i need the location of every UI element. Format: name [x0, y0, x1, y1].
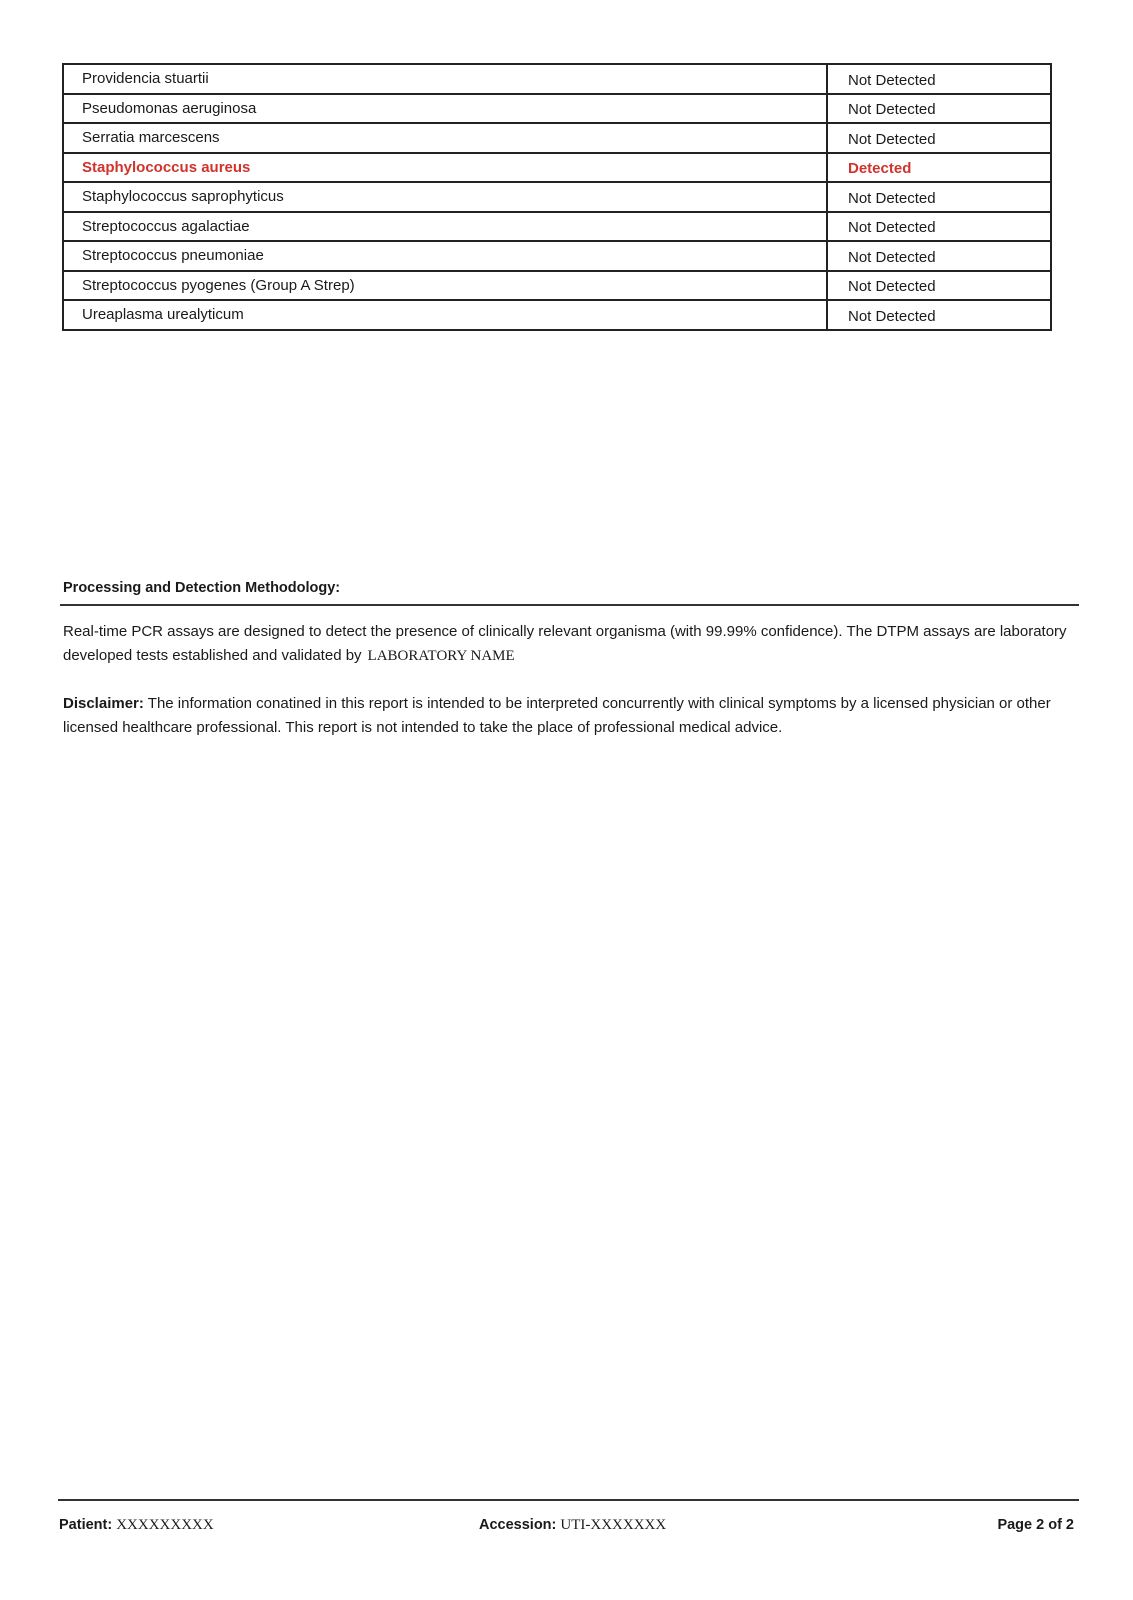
table-row	[63, 241, 1051, 271]
methodology-body: Real-time PCR assays are designed to detect the presence of clinically relevant organisma (with 99.99% confidence). The DTPM assays are laboratory developed tests established and validated by	[63, 623, 1067, 664]
table-row	[63, 182, 1051, 212]
result-value: Not Detected	[827, 94, 1051, 124]
organism-name: Providencia stuartii	[63, 64, 827, 94]
methodology-divider	[60, 604, 1079, 606]
table-row	[63, 64, 1051, 94]
result-value-detected: Detected	[827, 153, 1051, 183]
organism-name: Streptococcus agalactiae	[63, 212, 827, 242]
table-row	[63, 271, 1051, 301]
result-value: Not Detected	[827, 182, 1051, 212]
page-number: Page 2 of 2	[997, 1517, 1074, 1533]
result-value: Not Detected	[827, 64, 1051, 94]
table-row	[63, 212, 1051, 242]
footer-divider	[58, 1499, 1079, 1501]
result-value: Not Detected	[827, 212, 1051, 242]
laboratory-name: LABORATORY NAME	[367, 648, 515, 664]
result-value: Not Detected	[827, 123, 1051, 153]
table-row	[63, 123, 1051, 153]
result-value: Not Detected	[827, 241, 1051, 271]
methodology-heading: Processing and Detection Methodology:	[63, 580, 341, 596]
organism-name: Staphylococcus saprophyticus	[63, 182, 827, 212]
disclaimer-body: The information conatined in this report is intended to be interpreted concurrently with clinical symptoms by a licensed physician or other licensed healthcare professional. This report is not intended to take the place of professional medical advice.	[63, 695, 1051, 736]
footer-accession	[479, 1517, 666, 1534]
footer-patient	[59, 1517, 214, 1534]
methodology-text	[63, 620, 1083, 668]
results-table	[62, 63, 1052, 331]
accession-label: Accession:	[479, 1517, 557, 1533]
organism-name: Streptococcus pyogenes (Group A Strep)	[63, 271, 827, 301]
accession-value: UTI-XXXXXXX	[560, 1517, 667, 1533]
patient-value: XXXXXXXXX	[116, 1517, 214, 1533]
result-value: Not Detected	[827, 300, 1051, 330]
table-row	[63, 94, 1051, 124]
organism-name: Serratia marcescens	[63, 123, 827, 153]
organism-name-detected: Staphylococcus aureus	[63, 153, 827, 183]
table-row-detected	[63, 153, 1051, 183]
organism-name: Streptococcus pneumoniae	[63, 241, 827, 271]
disclaimer-label: Disclaimer:	[63, 695, 144, 712]
patient-label: Patient:	[59, 1517, 113, 1533]
table-row	[63, 300, 1051, 330]
organism-name: Ureaplasma urealyticum	[63, 300, 827, 330]
result-value: Not Detected	[827, 271, 1051, 301]
disclaimer-text	[63, 692, 1083, 740]
organism-name: Pseudomonas aeruginosa	[63, 94, 827, 124]
